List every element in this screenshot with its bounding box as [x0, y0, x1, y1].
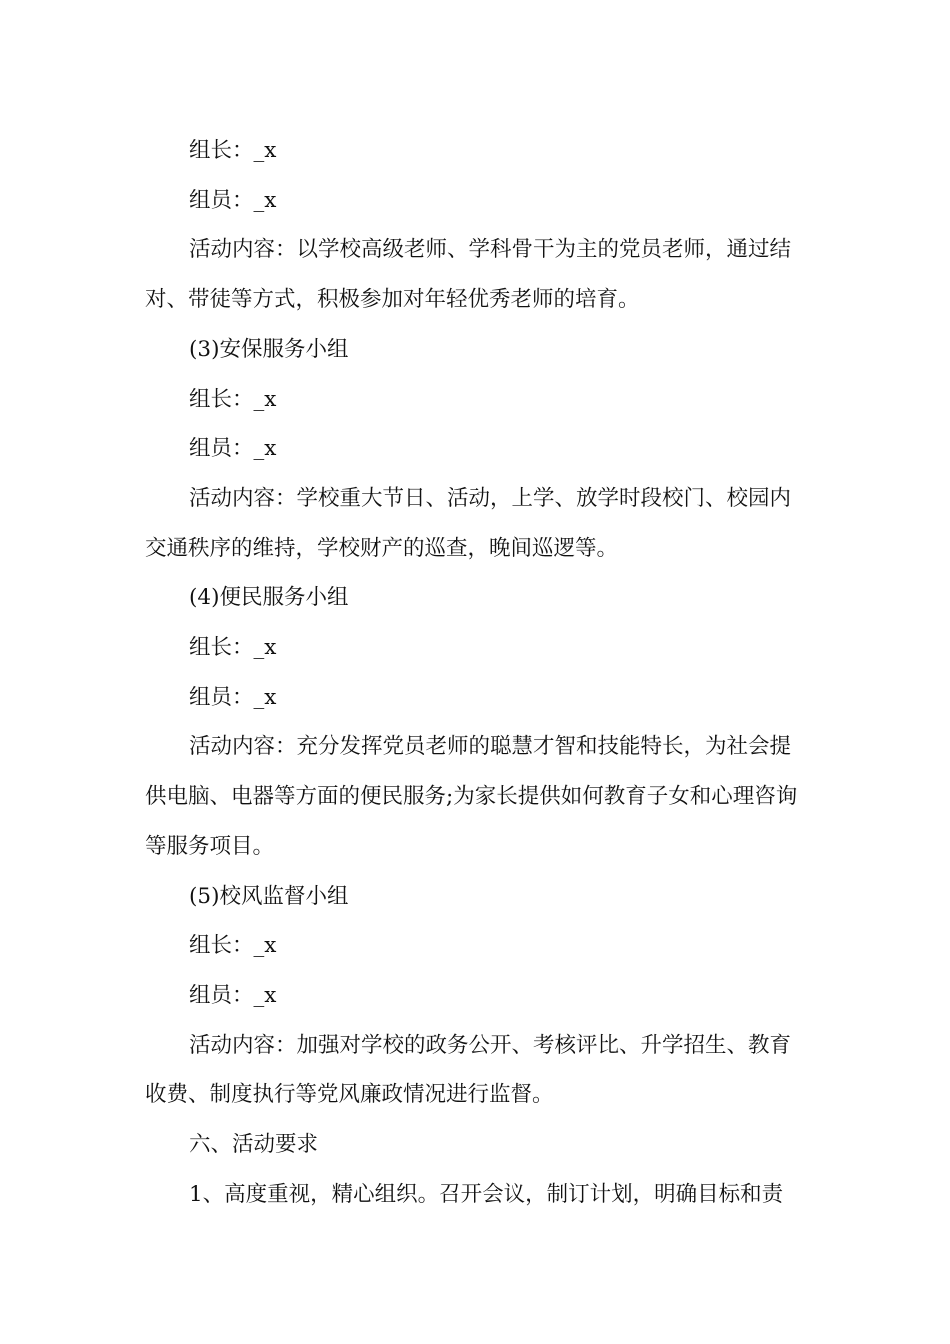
group-heading-5: (5)校风监督小组 [189, 883, 349, 909]
leader-line-3: 组长：_x [189, 386, 277, 412]
activity-content-3: 活动内容：学校重大节日、活动，上学、放学时段校门、校园内交通秩序的维持，学校财产的巡查，晚间巡逻等。 [145, 485, 792, 561]
member-line-3: 组员：_x [189, 436, 277, 462]
document-page [145, 126, 810, 1219]
section-heading-requirements: 六、活动要求 [189, 1132, 319, 1158]
leader-line-5: 组长：_x [189, 933, 277, 959]
requirement-item-1: 1、高度重视，精心组织。召开会议，制订计划，明确目标和责 [189, 1181, 784, 1207]
leader-line-4: 组长：_x [189, 635, 277, 661]
leader-line-2: 组长：_x [189, 138, 277, 163]
member-line-5: 组员：_x [189, 982, 277, 1008]
member-line-2: 组员：_x [189, 187, 277, 213]
group-heading-4: (4)便民服务小组 [189, 585, 349, 611]
activity-content-5: 活动内容：加强对学校的政务公开、考核评比、升学招生、教育收费、制度执行等党风廉政情况进行监督。 [145, 1032, 792, 1108]
group-heading-3: (3)安保服务小组 [189, 336, 349, 362]
activity-content-4: 活动内容：充分发挥党员老师的聪慧才智和技能特长，为社会提供电脑、电器等方面的便民服务;为家长提供如何教育子女和心理咨询等服务项目。 [145, 734, 798, 859]
member-line-4: 组员：_x [189, 684, 277, 710]
activity-content-2: 活动内容：以学校高级老师、学科骨干为主的党员老师，通过结对、带徒等方式，积极参加对年轻优秀老师的培育。 [145, 237, 792, 313]
